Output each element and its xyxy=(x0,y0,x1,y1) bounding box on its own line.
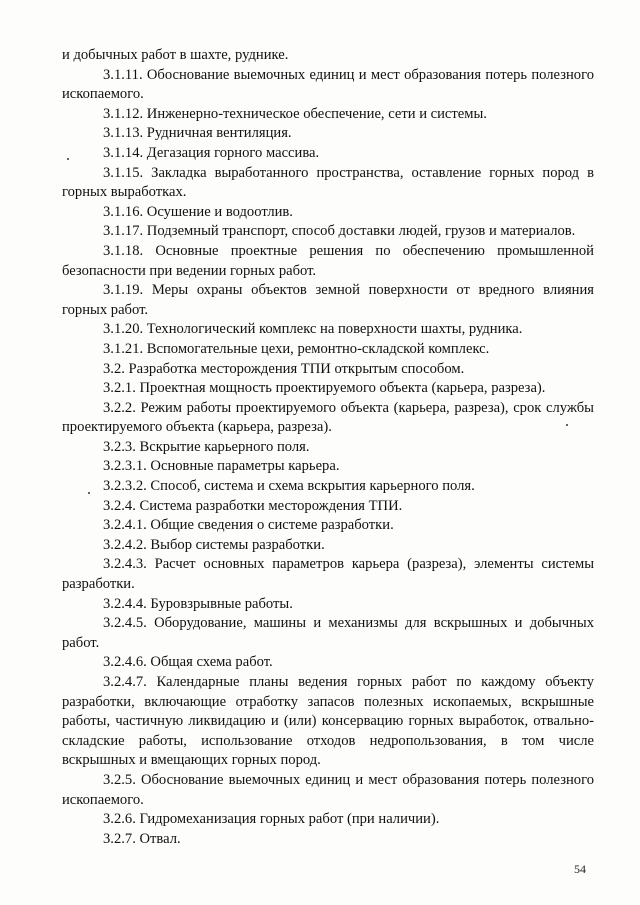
document-paragraph: 3.1.17. Подземный транспорт, способ доставки людей, грузов и материалов. xyxy=(103,223,576,240)
document-paragraph: 3.2.1. Проектная мощность проектируемого объекта (карьера, разреза). xyxy=(103,380,546,397)
document-paragraph: 3.1.11. Обоснование выемочных единиц и мест образования потерь полезного ископаемого. xyxy=(62,66,594,103)
document-paragraph: 3.1.13. Рудничная вентиляция. xyxy=(103,125,292,142)
document-paragraph: 3.2.4.6. Общая схема работ. xyxy=(103,654,273,671)
document-paragraph: 3.2.3. Вскрытие карьерного поля. xyxy=(103,438,310,455)
document-paragraph: 3.1.19. Меры охраны объектов земной поверхности от вредного влияния горных работ. xyxy=(62,282,594,318)
scan-speck xyxy=(88,492,90,494)
document-paragraph: 3.1.15. Закладка выработанного пространства, оставление горных пород в горных выработках. xyxy=(62,164,594,201)
document-paragraph: 3.2.7. Отвал. xyxy=(103,830,181,847)
document-paragraph: 3.1.14. Дегазация горного массива. xyxy=(103,144,320,161)
document-paragraph: 3.2.4.2. Выбор системы разработки. xyxy=(103,536,325,553)
scan-speck xyxy=(566,424,568,426)
document-paragraph: 3.2.2. Режим работы проектируемого объекта (карьера, разреза), срок службы проектируемого объекта (карьера, разреза). xyxy=(62,399,594,436)
document-paragraph: 3.1.12. Инженерно-техническое обеспечение, сети и системы. xyxy=(103,105,487,122)
document-paragraph: 3.2.3.1. Основные параметры карьера. xyxy=(103,458,340,475)
document-body xyxy=(62,46,594,849)
document-paragraph: 3.2. Разработка месторождения ТПИ открытым способом. xyxy=(103,360,465,377)
document-paragraph: 3.2.4.7. Календарные планы ведения горных работ по каждому объекту разработки, включающие отработку запасов полезных ископаемых, вскрышные работы, частичную ликвидацию и (или) консервацию горных выработок, отвально-складские работы, использование отходов недропользования, в том числе вскрышных и вмещающих горных пород. xyxy=(62,674,594,769)
page-number: 54 xyxy=(574,862,586,876)
document-paragraph: 3.2.4.4. Буровзрывные работы. xyxy=(103,595,293,612)
document-paragraph: 3.1.16. Осушение и водоотлив. xyxy=(103,203,293,220)
document-paragraph: 3.2.5. Обоснование выемочных единиц и мест образования потерь полезного ископаемого. xyxy=(62,771,594,808)
scan-speck xyxy=(67,158,69,160)
document-paragraph: 3.2.4.1. Общие сведения о системе разработки. xyxy=(103,517,394,534)
document-paragraph: 3.2.4.5. Оборудование, машины и механизмы для вскрышных и добычных работ. xyxy=(62,615,594,651)
document-paragraph: и добычных работ в шахте, руднике. xyxy=(62,47,289,63)
document-paragraph: 3.1.18. Основные проектные решения по обеспечению промышленной безопасности при ведении горных работ. xyxy=(62,242,594,279)
document-paragraph: 3.2.6. Гидромеханизация горных работ (при наличии). xyxy=(103,811,440,828)
document-paragraph: 3.2.3.2. Способ, система и схема вскрытия карьерного поля. xyxy=(103,478,475,495)
document-paragraph: 3.1.21. Вспомогательные цехи, ремонтно-складской комплекс. xyxy=(103,340,490,357)
document-paragraph: 3.1.20. Технологический комплекс на поверхности шахты, рудника. xyxy=(103,321,523,338)
document-paragraph: 3.2.4.3. Расчет основных параметров карьера (разреза), элементы системы разработки. xyxy=(62,556,594,593)
document-paragraph: 3.2.4. Система разработки месторождения ТПИ. xyxy=(103,497,403,514)
